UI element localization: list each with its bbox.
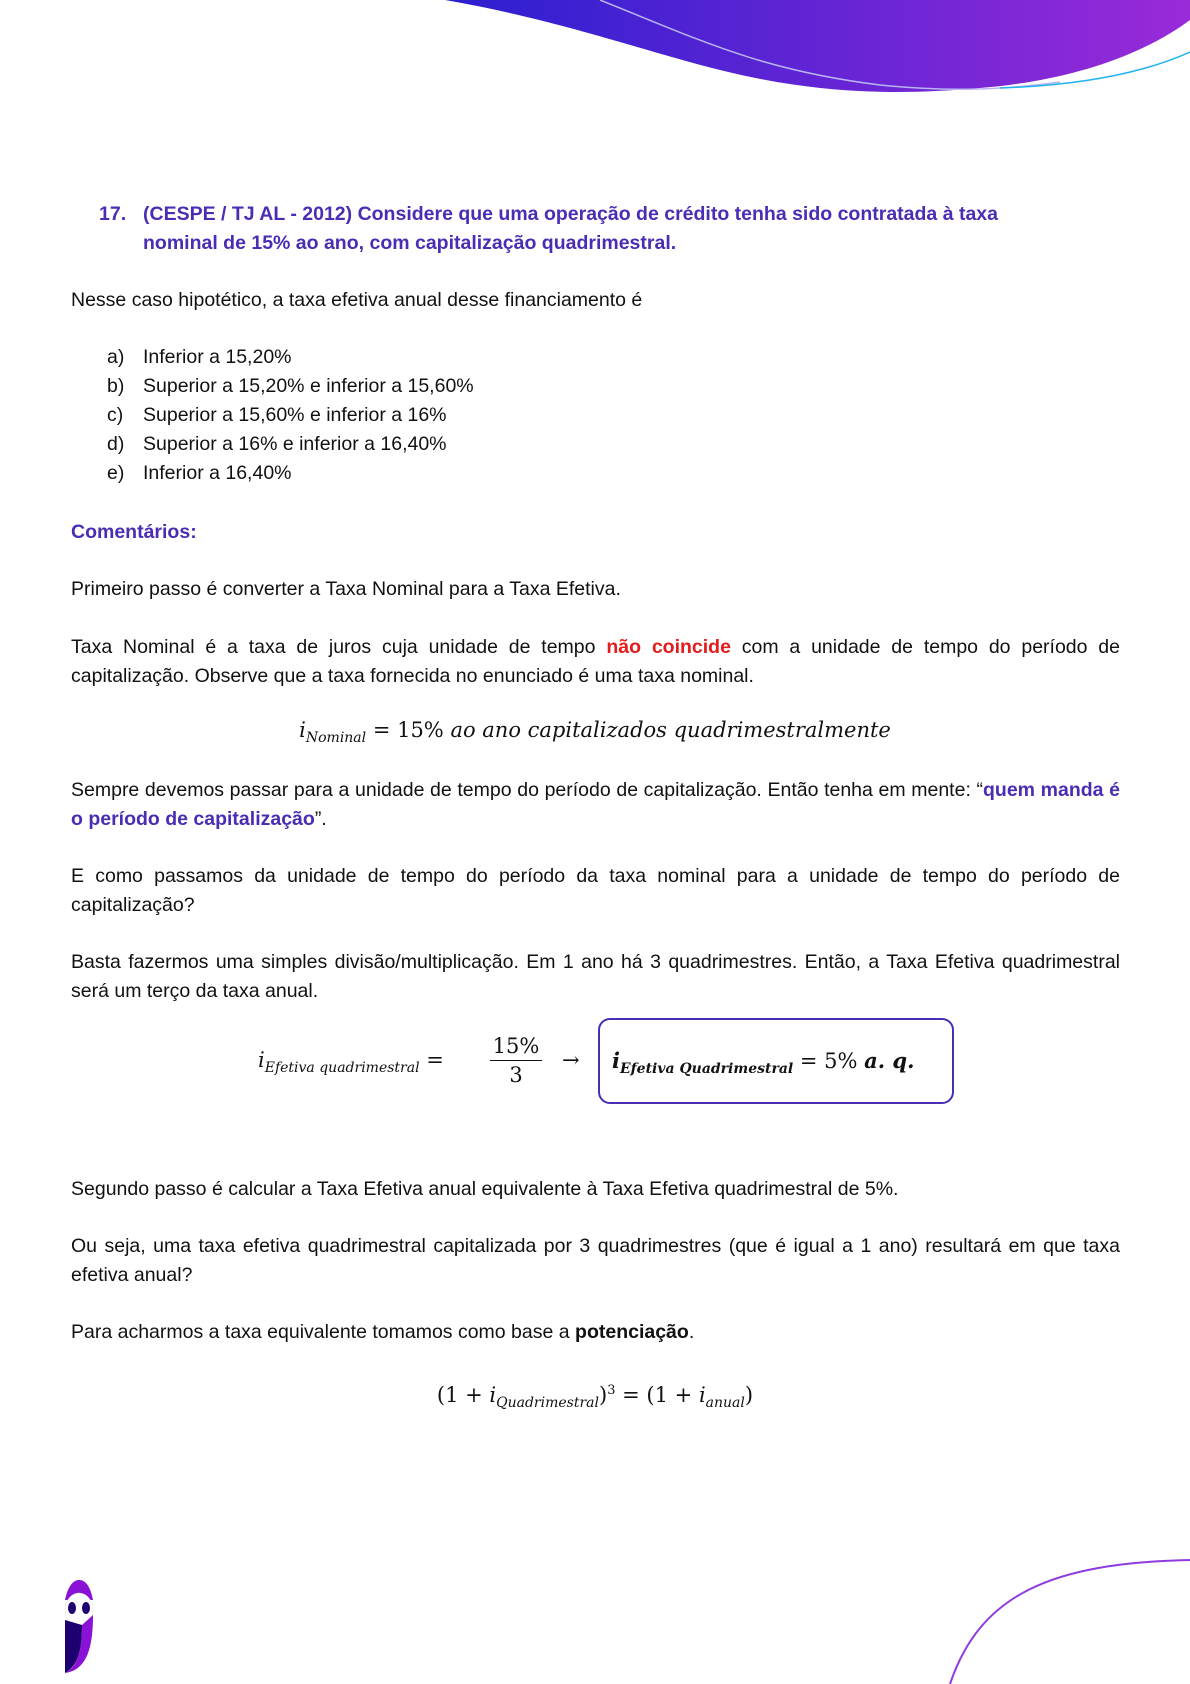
result-box: $i_{Efetiva Quadrimestral} = 5\%$ a. q. bbox=[598, 1018, 954, 1104]
arrow-icon: → bbox=[562, 1048, 580, 1072]
footer-curve-decoration bbox=[940, 1555, 1190, 1684]
denominator: 3 bbox=[490, 1060, 542, 1089]
comment-paragraph-8: Para acharmos a taxa equivalente tomamos como base a potenciação. bbox=[71, 1321, 695, 1343]
option-text: Superior a 16% e inferior a 16,40% bbox=[143, 433, 447, 455]
question-prompt: Nesse caso hipotético, a taxa efetiva anual desse financiamento é bbox=[71, 289, 643, 311]
formula-efetiva-lhs: $i_{Efetiva quadrimestral}$ = bbox=[258, 1048, 444, 1077]
option-letter: b) bbox=[107, 375, 125, 397]
option-letter: c) bbox=[107, 404, 124, 426]
numerator: 15% bbox=[492, 1034, 540, 1058]
formula-equivalence: $(1 + i_{Quadrimestral})^3 = (1 + i_{anual})$ bbox=[436, 1383, 754, 1412]
formula-nominal: $i_{Nominal} = 15\%$ ao ano capitalizados quadrimestralmente bbox=[299, 718, 891, 747]
comment-paragraph-4: E como passamos da unidade de tempo do período da taxa nominal para a unidade de tempo do período de capitalização? bbox=[71, 865, 1120, 916]
header-wave-decoration bbox=[0, 0, 1190, 110]
question-number: 17. bbox=[99, 203, 127, 225]
question-header-line2: nominal de 15% ao ano, com capitalização quadrimestral. bbox=[143, 232, 677, 254]
option-letter: e) bbox=[107, 462, 125, 484]
option-d bbox=[107, 430, 447, 459]
question-header-line1: (CESPE / TJ AL - 2012) Considere que uma operação de crédito tenha sido contratada à taxa bbox=[143, 203, 998, 225]
option-text: Inferior a 16,40% bbox=[143, 462, 292, 484]
option-c bbox=[107, 401, 447, 430]
option-b bbox=[107, 372, 474, 401]
comment-paragraph-6: Segundo passo é calcular a Taxa Efetiva anual equivalente à Taxa Efetiva quadrimestral de 5%. bbox=[71, 1178, 899, 1200]
option-text: Inferior a 15,20% bbox=[143, 346, 292, 368]
question-header bbox=[99, 200, 998, 254]
comment-paragraph-3: Sempre devemos passar para a unidade de tempo do período de capitalização. Então tenha em mente: “quem manda é o período de capitalização”. bbox=[71, 779, 1120, 830]
highlight-text: não coincide bbox=[606, 636, 731, 658]
comments-heading: Comentários: bbox=[71, 521, 197, 543]
comment-paragraph-1: Primeiro passo é converter a Taxa Nominal para a Taxa Efetiva. bbox=[71, 578, 621, 600]
owl-logo bbox=[60, 1575, 120, 1675]
option-letter: d) bbox=[107, 433, 125, 455]
option-text: Superior a 15,60% e inferior a 16% bbox=[143, 404, 447, 426]
option-letter: a) bbox=[107, 346, 125, 368]
fraction bbox=[490, 1032, 542, 1089]
option-e bbox=[107, 459, 292, 488]
bold-term: potenciação bbox=[575, 1321, 689, 1343]
comment-paragraph-7: Ou seja, uma taxa efetiva quadrimestral capitalizada por 3 quadrimestres (que é igual a 1 ano) resultará em que taxa efetiva anual? bbox=[71, 1235, 1120, 1286]
option-a bbox=[107, 343, 292, 372]
option-text: Superior a 15,20% e inferior a 15,60% bbox=[143, 375, 474, 397]
highlight-text: quem manda é o período de capitalização bbox=[71, 779, 1120, 830]
comment-paragraph-2: Taxa Nominal é a taxa de juros cuja unidade de tempo não coincide com a unidade de tempo do período de capitalização. Observe que a taxa fornecida no enunciado é uma taxa nominal. bbox=[71, 636, 1120, 687]
comment-paragraph-5: Basta fazermos uma simples divisão/multiplicação. Em 1 ano há 3 quadrimestres. Então, a Taxa Efetiva quadrimestral será um terço da taxa anual. bbox=[71, 951, 1120, 1002]
